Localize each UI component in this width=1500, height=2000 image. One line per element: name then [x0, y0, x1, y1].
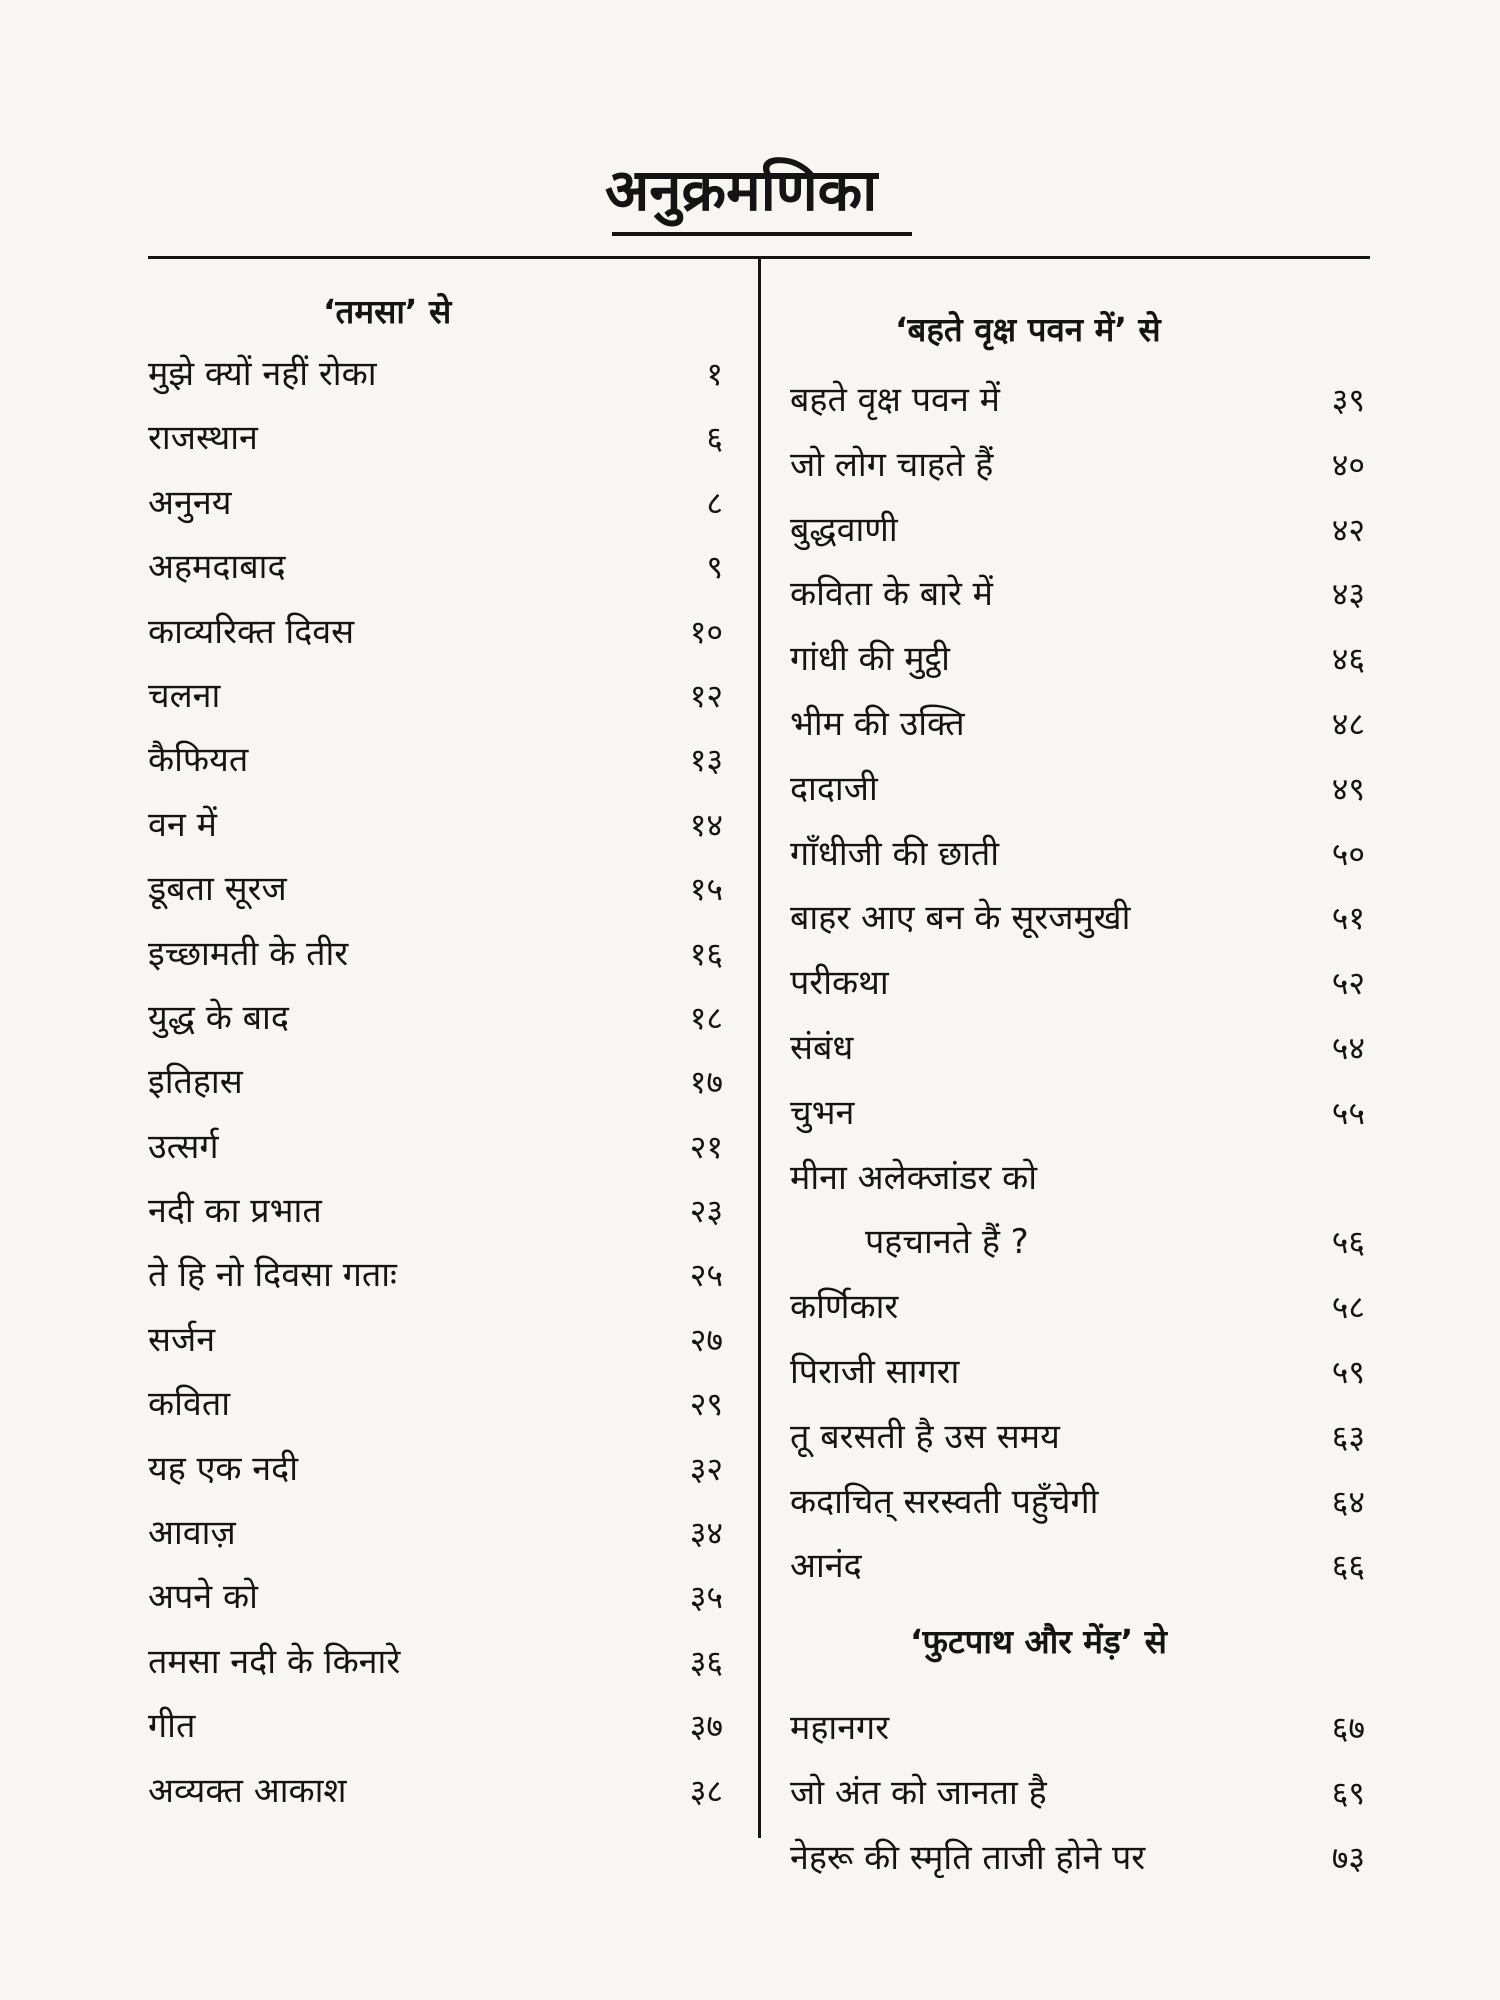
section-heading-footpath: ‘फुटपाथ और मेंड़’ से [910, 1622, 1167, 1662]
entry-title: इतिहास [148, 1062, 243, 1103]
right-entry-list-a [790, 372, 1365, 1150]
entry-page: ६३ [1331, 1417, 1365, 1456]
entry-title: नेहरू की स्मृति ताजी होने पर [790, 1837, 1146, 1878]
entry-title: बहते वृक्ष पवन में [790, 380, 1000, 420]
toc-entry [148, 861, 723, 925]
entry-title: संबंध [790, 1027, 854, 1068]
entry-title: उत्सर्ग [148, 1126, 219, 1167]
entry-page: ६ [706, 419, 723, 458]
toc-entry [790, 1344, 1365, 1409]
toc-entry [148, 1119, 723, 1183]
toc-entry [790, 1020, 1365, 1085]
entry-title: गांधी की मुट्ठी [790, 639, 950, 680]
toc-entry [148, 732, 723, 796]
entry-title: अहमदाबाद [148, 547, 286, 588]
toc-entry [148, 1763, 723, 1827]
toc-entry [148, 1698, 723, 1762]
entry-title: मुझे क्यों नहीं रोका [148, 354, 377, 394]
toc-entry [148, 1634, 723, 1698]
entry-title: डूबता सूरज [148, 869, 287, 910]
toc-entry [148, 1376, 723, 1440]
entry-page: २५ [689, 1256, 723, 1295]
entry-title: इच्छामती के तीर [148, 933, 349, 974]
entry-title: अपने को [148, 1577, 258, 1618]
toc-entry [148, 1247, 723, 1311]
toc-entry [790, 890, 1365, 955]
entry-page: १४ [689, 805, 723, 844]
entry-page: ४८ [1331, 704, 1365, 743]
entry-page: १६ [689, 934, 723, 973]
toc-entry [148, 926, 723, 990]
toc-entry [148, 539, 723, 603]
entry-title: परीकथा [790, 963, 889, 1004]
entry-page: ९ [706, 548, 723, 587]
right-entry-list-c [790, 1700, 1365, 1894]
section-heading-tamasa: ‘तमसा’ से [323, 292, 452, 331]
entry-title-line1: मीना अलेक्जांडर को [790, 1157, 1038, 1198]
entry-title: पिराजी सागरा [790, 1351, 960, 1392]
toc-entry-wrapped [790, 1150, 1365, 1280]
entry-page: २३ [689, 1192, 723, 1231]
toc-entry [790, 1409, 1365, 1474]
toc-entry [790, 372, 1365, 437]
toc-entry [790, 1700, 1365, 1765]
entry-title: नदी का प्रभात [148, 1191, 322, 1232]
entry-title: बाहर आए बन के सूरजमुखी [790, 898, 1131, 939]
entry-title: यह एक नदी [148, 1448, 299, 1489]
toc-entry [790, 1830, 1365, 1895]
toc-entry [790, 437, 1365, 502]
entry-page: ५९ [1331, 1352, 1365, 1391]
left-column [148, 288, 723, 1827]
entry-page: ६४ [1331, 1482, 1365, 1521]
toc-entry [148, 604, 723, 668]
toc-entry [790, 826, 1365, 891]
toc-entry [148, 475, 723, 539]
entry-page: ४० [1331, 445, 1365, 484]
entry-page: १० [689, 612, 723, 651]
toc-entry [790, 502, 1365, 567]
entry-title: ते हि नो दिवसा गताः [148, 1255, 397, 1296]
entry-page: ५२ [1331, 964, 1365, 1003]
entry-page: १७ [689, 1063, 723, 1102]
toc-entry [148, 797, 723, 861]
entry-page: ५५ [1331, 1093, 1365, 1132]
entry-title-line2: पहचानते हैं ? [865, 1222, 1029, 1263]
entry-title: तू बरसती है उस समय [790, 1416, 1060, 1457]
entry-page: ६६ [1331, 1547, 1365, 1586]
entry-title: महानगर [790, 1708, 890, 1749]
entry-title: अनुनय [148, 482, 232, 523]
toc-entry [148, 1183, 723, 1247]
entry-page: २७ [689, 1320, 723, 1359]
entry-page: ३२ [689, 1449, 723, 1488]
entry-title: चलना [148, 675, 221, 716]
toc-entry [790, 631, 1365, 696]
right-entry-list-b [790, 1279, 1365, 1603]
entry-page: ३५ [689, 1578, 723, 1617]
entry-page: ५० [1331, 834, 1365, 873]
toc-entry [148, 668, 723, 732]
entry-title: कविता [148, 1384, 231, 1425]
entry-title: युद्ध के बाद [148, 997, 289, 1038]
entry-title: कैफियत [148, 740, 249, 781]
entry-page: ४३ [1331, 575, 1365, 614]
entry-page: ४९ [1331, 769, 1365, 808]
toc-entry [790, 1765, 1365, 1830]
entry-title: अव्यक्त आकाश [148, 1770, 347, 1811]
toc-entry [790, 1085, 1365, 1150]
entry-title: चुभन [790, 1092, 855, 1133]
toc-entry [148, 346, 723, 410]
toc-entry [148, 990, 723, 1054]
entry-title: बुद्धवाणी [790, 509, 898, 550]
entry-title: राजस्थान [148, 418, 258, 459]
toc-entry [148, 1441, 723, 1505]
entry-page: ५१ [1331, 899, 1365, 938]
entry-page: ३९ [1331, 381, 1365, 419]
entry-page: ३४ [689, 1514, 723, 1553]
entry-page: २९ [689, 1385, 723, 1424]
entry-page: १३ [689, 741, 723, 780]
entry-title: आवाज़ [148, 1513, 236, 1554]
entry-page: ३७ [689, 1707, 723, 1746]
entry-page: ५८ [1331, 1288, 1365, 1327]
entry-title: आनंद [790, 1546, 862, 1587]
entry-title: तमसा नदी के किनारे [148, 1641, 401, 1682]
entry-title: कदाचित् सरस्वती पहुँचेगी [790, 1481, 1099, 1522]
entry-title: काव्यरिक्त दिवस [148, 611, 355, 652]
entry-title: गीत [148, 1706, 196, 1747]
entry-title: वन में [148, 804, 217, 845]
entry-page: १ [706, 355, 723, 393]
entry-title: जो अंत को जानता है [790, 1772, 1047, 1813]
left-entry-list [148, 346, 723, 1827]
column-divider [758, 258, 761, 1838]
entry-title: दादाजी [790, 768, 878, 809]
entry-page: २१ [689, 1127, 723, 1166]
entry-page: ३८ [689, 1771, 723, 1810]
entry-page: ५६ [1331, 1223, 1365, 1262]
toc-entry [148, 1312, 723, 1376]
section-heading-bahte-vriksh: ‘बहते वृक्ष पवन में’ से [895, 310, 1161, 349]
entry-title: जो लोग चाहते हैं [790, 444, 994, 485]
entry-title: भीम की उक्ति [790, 703, 965, 744]
toc-entry [790, 696, 1365, 761]
toc-entry [148, 1054, 723, 1118]
entry-page: ६७ [1331, 1709, 1365, 1748]
entry-title: कर्णिकार [790, 1287, 899, 1328]
toc-entry [790, 566, 1365, 631]
entry-title: सर्जन [148, 1319, 216, 1360]
entry-page: ८ [706, 483, 723, 522]
entry-page: ५४ [1331, 1028, 1365, 1067]
toc-entry [790, 1279, 1365, 1344]
entry-page: ३६ [689, 1642, 723, 1681]
entry-title: कविता के बारे में [790, 574, 994, 615]
page-title: अनुक्रमणिका [605, 156, 878, 224]
toc-entry [790, 955, 1365, 1020]
right-column [790, 306, 1365, 1895]
entry-page: ४६ [1331, 640, 1365, 679]
title-underline [612, 232, 912, 236]
entry-page: ७३ [1331, 1838, 1365, 1877]
entry-page: १२ [689, 676, 723, 715]
entry-page: ६९ [1331, 1773, 1365, 1812]
entry-page: ४२ [1331, 510, 1365, 549]
toc-entry [148, 410, 723, 474]
entry-title: गाँधीजी की छाती [790, 833, 1000, 874]
toc-entry [790, 1474, 1365, 1539]
toc-entry [148, 1505, 723, 1569]
toc-entry [148, 1569, 723, 1633]
toc-entry [790, 761, 1365, 826]
toc-entry [790, 1538, 1365, 1603]
entry-page: १८ [689, 998, 723, 1037]
entry-page: १५ [689, 870, 723, 909]
